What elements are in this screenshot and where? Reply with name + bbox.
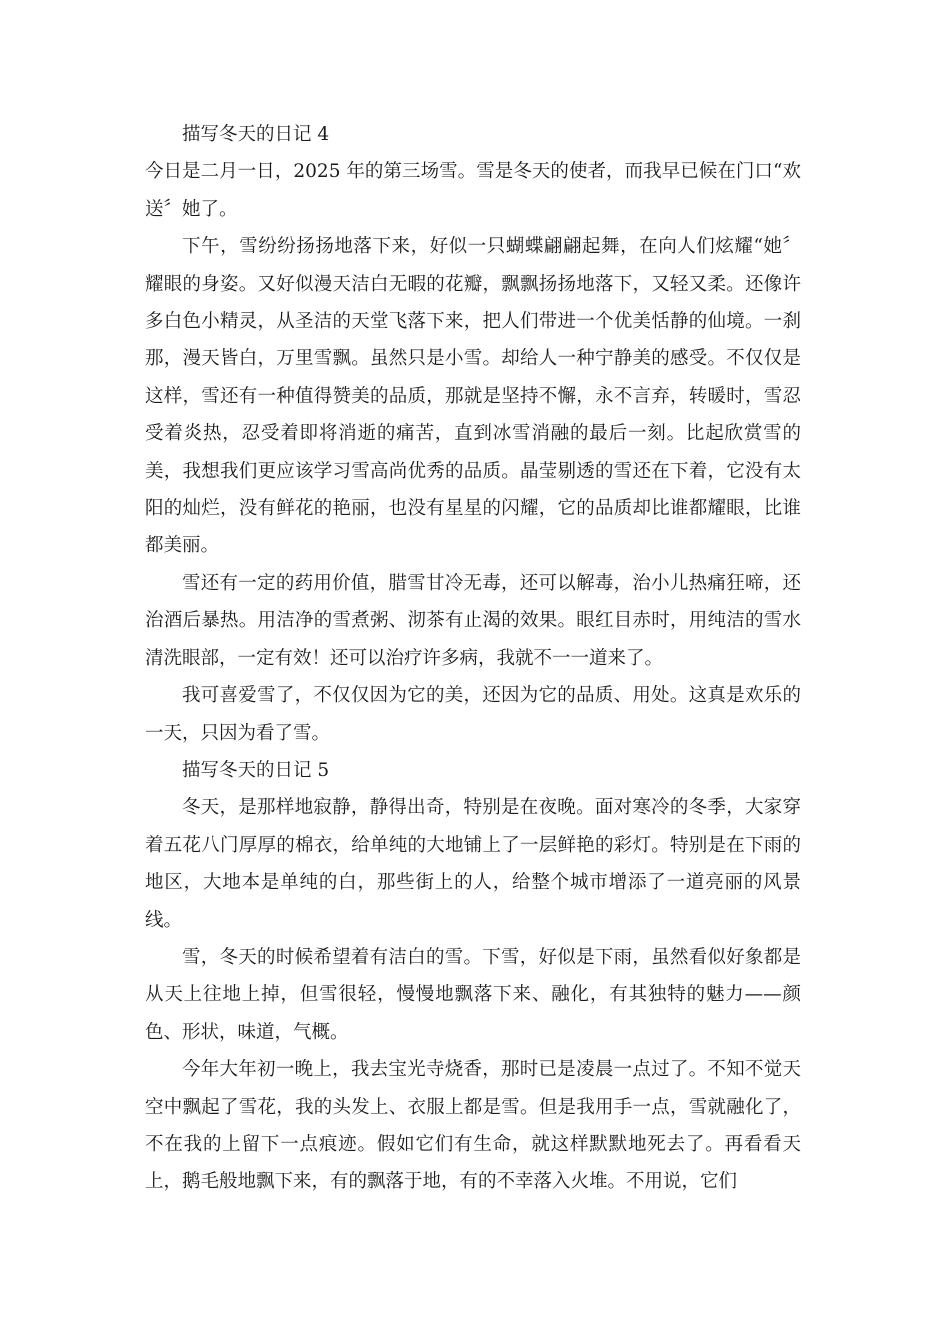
section-title: 描写冬天的日记 5 [182,759,330,781]
paragraph: 今日是二月一日，2025 年的第三场雪。雪是冬天的使者，而我早已候在门口“欢送〞她了。 [145,161,801,220]
paragraph: 雪，冬天的时候希望着有洁白的雪。下雪，好似是下雨，虽然看似好象都是从天上往地上掉，但雪很轻，慢慢地飘落下来、融化，有其独特的魅力——颜色、形状，味道，气概。 [145,946,801,1043]
paragraph: 我可喜爱雪了，不仅仅因为它的美，还因为它的品质、用处。这真是欢乐的一天，只因为看了雪。 [145,685,801,744]
section-title: 描写冬天的日记 4 [182,124,330,145]
paragraph: 雪还有一定的药用价值，腊雪甘冷无毒，还可以解毒，治小儿热痛狂啼，还治酒后暴热。用洁净的雪煮粥、沏茶有止渴的效果。眼红目赤时，用纯洁的雪水清洗眼部，一定有效！还可以治疗许多病，我就不一一道来了。 [145,572,801,669]
paragraph: 冬天，是那样地寂静，静得出奇，特别是在夜晚。面对寒冷的冬季，大家穿着五花八门厚厚的棉衣，给单纯的大地铺上了一层鲜艳的彩灯。特别是在下雨的地区，大地本是单纯的白，那些街上的人，给整个城市增添了一道亮丽的风景线。 [145,797,801,931]
paragraph: 今年大年初一晚上，我去宝光寺烧香，那时已是凌晨一点过了。不知不觉天空中飘起了雪花，我的头发上、衣服上都是雪。但是我用手一点，雪就融化了，不在我的上留下一点痕迹。假如它们有生命，就这样默默地死去了。再看看天上，鹅毛般地飘下来，有的飘落于地，有的不幸落入火堆。不用说，它们 [145,1059,801,1193]
paragraph: 下午，雪纷纷扬扬地落下来，好似一只蝴蝶翩翩起舞，在向人们炫耀“她〞耀眼的身姿。又好似漫天洁白无暇的花瓣，飘飘扬扬地落下，又轻又柔。还像许多白色小精灵，从圣洁的天堂飞落下来，把人们带进一个优美恬静的仙境。一刹那，漫天皆白，万里雪飘。虽然只是小雪。却给人一种宁静美的感受。不仅仅是这样，雪还有一种值得赞美的品质，那就是坚持不懈，永不言弃，转暖时，雪忍受着炎热，忍受着即将消逝的痛苦，直到冰雪消融的最后一刻。比起欣赏雪的美，我想我们更应该学习雪高尚优秀的品质。晶莹剔透的雪还在下着，它没有太阳的灿烂，没有鲜花的艳丽，也没有星星的闪耀，它的品质却比谁都耀眼，比谁都美丽。 [145,236,801,557]
document-body [145,116,801,1201]
